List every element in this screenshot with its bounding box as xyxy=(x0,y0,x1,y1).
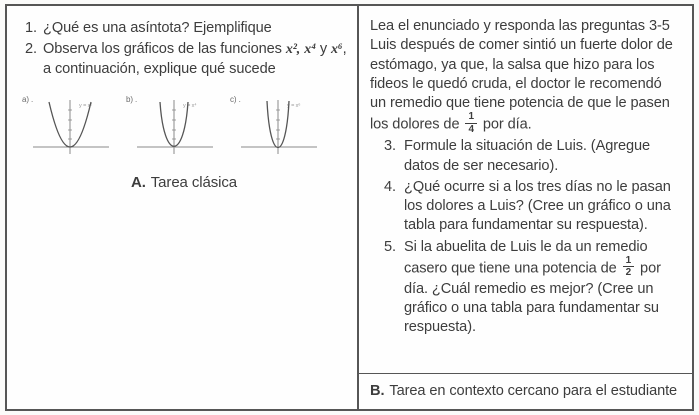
math-x-fourth: x⁴ xyxy=(304,42,316,58)
question-4-text: ¿Qué ocurre si a los tres días no le pasan los dolores a Luis? (Cree un gráfico o una tabla para fundamentar su respuesta). xyxy=(404,178,671,234)
graph-c xyxy=(230,94,325,163)
graph-c-plot xyxy=(230,94,325,163)
right-column-context-task xyxy=(359,6,692,409)
graphs-row xyxy=(22,94,347,163)
question-3 xyxy=(384,137,680,176)
question-5-number: 5. xyxy=(384,238,396,255)
graph-a-letter: a) . xyxy=(22,94,34,104)
fraction-one-half: $\frac{1}{2}$ xyxy=(623,256,634,279)
question-5-post: por día. ¿Cuál remedio es mejor? (Cree un gráfico o una tabla para fundamentar su respuesta). xyxy=(404,260,661,336)
question-5 xyxy=(384,238,680,338)
problem-paragraph xyxy=(370,36,680,136)
two-column-task-figure xyxy=(5,4,694,411)
graph-a-plot xyxy=(22,94,117,163)
caption-b xyxy=(359,373,692,401)
caption-a xyxy=(21,173,347,193)
math-x-squared: x², xyxy=(285,42,301,58)
question-1-text: ¿Qué es una asíntota? Ejemplifique xyxy=(43,20,272,36)
graph-c-letter: c) . xyxy=(230,94,241,104)
problem-paragraph-post: por día. xyxy=(482,116,532,133)
intro-line: Lea el enunciado y responda las preguntas 3-5 xyxy=(370,18,670,34)
question-2-seg: , a continuación, explique qué sucede xyxy=(43,41,347,77)
graph-b-plot xyxy=(126,94,221,163)
question-2-seg: Observa los gráficos de las funciones xyxy=(43,41,286,58)
math-x-sixth: x⁶ xyxy=(330,42,343,58)
graph-b xyxy=(126,94,221,163)
question-2-text xyxy=(43,40,347,79)
graph-c-label: y = x⁶ xyxy=(287,102,301,109)
left-column-classic-task xyxy=(7,6,359,409)
question-2-number: 2. xyxy=(25,41,37,58)
question-2-seg: y xyxy=(315,41,331,58)
question-1 xyxy=(21,19,347,38)
question-1-number: 1. xyxy=(25,20,37,36)
question-5-pre: Si la abuelita de Luis le da un remedio casero que tiene una potencia de xyxy=(404,238,648,277)
right-question-list xyxy=(384,137,680,339)
caption-a-letter: A. xyxy=(130,173,146,191)
caption-b-letter: B. xyxy=(370,382,385,399)
caption-a-text: Tarea clásica xyxy=(150,173,238,191)
question-4-number: 4. xyxy=(384,178,396,195)
fraction-one-fourth: $\frac{1}{4}$ xyxy=(465,112,476,135)
graph-b-label: y = x⁴ xyxy=(183,102,197,109)
question-5-text xyxy=(404,238,680,338)
question-4 xyxy=(384,178,680,236)
problem-paragraph-pre: Luis después de comer sintió un fuerte dolor de estómago, ya que, la salsa que hizo para los fideos le quedó cruda, el doctor le recomendó un remedio que tiene potencia de que le pasen los dolores de xyxy=(370,37,673,133)
question-3-text: Formule la situación de Luis. (Agregue datos de ser necesario). xyxy=(404,138,651,174)
caption-b-text: Tarea en contexto cercano para el estudiante xyxy=(389,382,678,399)
question-2 xyxy=(21,40,347,79)
question-3-number: 3. xyxy=(384,138,396,155)
graph-a-label: y = x² xyxy=(79,102,92,109)
graph-a xyxy=(22,94,117,163)
graph-b-letter: b) . xyxy=(126,94,138,104)
